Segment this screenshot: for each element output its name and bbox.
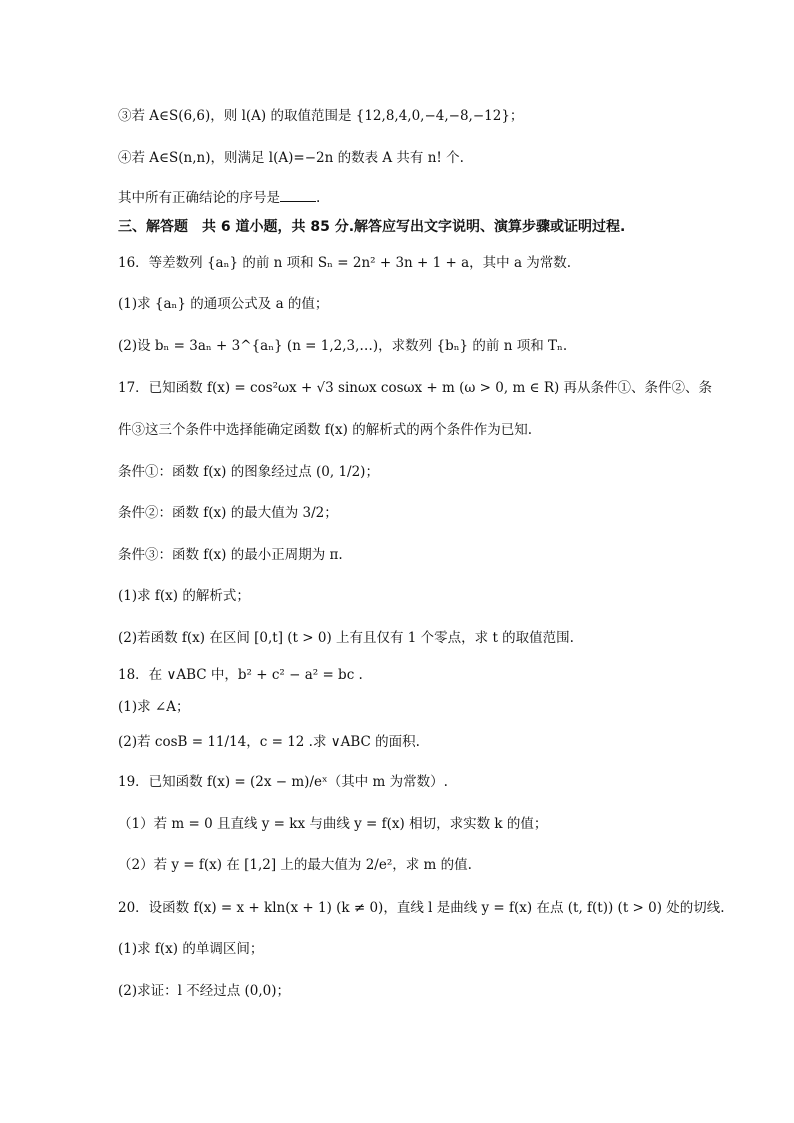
problem-16: 16．等差数列 {aₙ} 的前 n 项和 Sₙ = 2n² + 3n + 1 + a，其中 a 为常数. xyxy=(118,255,572,271)
problem-16-part-2: (2)设 bₙ = 3aₙ + 3^{aₙ} (n = 1,2,3,…)，求数列 {bₙ} 的前 n 项和 Tₙ. xyxy=(118,338,568,354)
answer-prompt-text: 其中所有正确结论的序号是 xyxy=(118,190,280,206)
problem-19-part-1: （1）若 m = 0 且直线 y = kx 与曲线 y = f(x) 相切，求实数 k 的值； xyxy=(118,816,548,832)
answer-prompt xyxy=(118,188,320,208)
answer-prompt-end: . xyxy=(316,190,321,206)
condition-3: 条件③：函数 f(x) 的最小正周期为 π. xyxy=(118,547,343,563)
condition-2: 条件②：函数 f(x) 的最大值为 3/2； xyxy=(118,505,338,521)
problem-20-part-2: (2)求证：l 不经过点 (0,0)； xyxy=(118,983,291,999)
problem-16-part-1: (1)求 {aₙ} 的通项公式及 a 的值； xyxy=(118,296,329,312)
problem-20: 20．设函数 f(x) = x + kln(x + 1) (k ≠ 0)，直线 l 是曲线 y = f(x) 在点 (t, f(t)) (t > 0) 处的切线. xyxy=(118,900,725,916)
condition-1: 条件①：函数 f(x) 的图象经过点 (0, 1/2)； xyxy=(118,464,379,480)
problem-17-cont: 件③这三个条件中选择能确定函数 f(x) 的解析式的两个条件作为已知. xyxy=(118,422,533,438)
statement-3: ③若 A∈S(6,6)，则 l(A) 的取值范围是 {12,8,4,0,−4,−8,−12}； xyxy=(118,108,524,124)
problem-19-part-2: （2）若 y = f(x) 在 [1,2] 上的最大值为 2/e²，求 m 的值. xyxy=(118,857,472,873)
problem-19: 19．已知函数 f(x) = (2x − m)/eˣ（其中 m 为常数）. xyxy=(118,774,448,790)
section-heading: 三、解答题 共 6 道小题，共 85 分.解答应写出文字说明、演算步骤或证明过程. xyxy=(118,219,626,235)
problem-17: 17．已知函数 f(x) = cos²ωx + √3 sinωx cosωx + m (ω > 0, m ∈ R) 再从条件①、条件②、条 xyxy=(118,380,713,396)
problem-18-part-1: (1)求 ∠A； xyxy=(118,699,190,715)
answer-blank xyxy=(280,189,316,202)
statement-4: ④若 A∈S(n,n)，则满足 l(A)=−2n 的数表 A 共有 n! 个. xyxy=(118,150,464,166)
problem-18: 18．在 ∨ABC 中，b² + c² − a² = bc . xyxy=(118,667,363,683)
problem-18-part-2: (2)若 cosB = 11/14，c = 12 .求 ∨ABC 的面积. xyxy=(118,734,420,750)
problem-17-part-2: (2)若函数 f(x) 在区间 [0,t] (t > 0) 上有且仅有 1 个零点，求 t 的取值范围. xyxy=(118,630,574,646)
problem-20-part-1: (1)求 f(x) 的单调区间； xyxy=(118,941,264,957)
problem-17-part-1: (1)求 f(x) 的解析式； xyxy=(118,588,250,604)
